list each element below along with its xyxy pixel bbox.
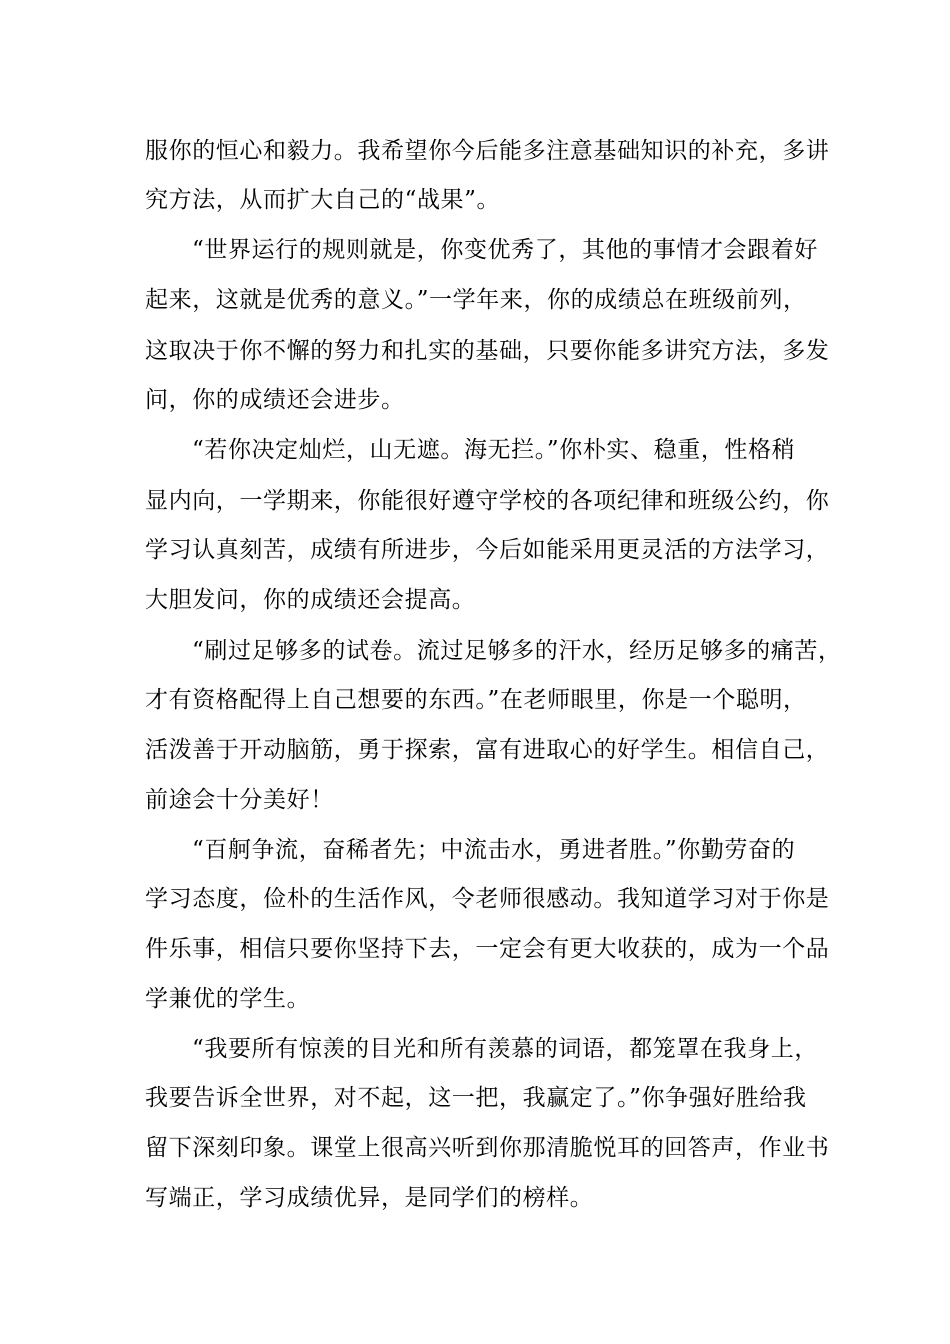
text-line: 活泼善于开动脑筋，勇于探索，富有进取心的好学生。相信自己，	[145, 737, 830, 763]
text-line: 才有资格配得上自己想要的东西。”在老师眼里，你是一个聪明，	[145, 687, 807, 713]
text-line: “百舸争流，奋稀者先；中流击水，勇进者胜。”你勤劳奋的	[192, 837, 796, 863]
text-line: 究方法，从而扩大自己的“战果”。	[145, 187, 501, 213]
text-line: 留下深刻印象。课堂上很高兴听到你那清脆悦耳的回答声，作业书	[145, 1135, 830, 1161]
text-line: 学习认真刻苦，成绩有所进步，今后如能采用更灵活的方法学习，	[145, 537, 830, 563]
text-line: 学习态度，俭朴的生活作风，令老师很感动。我知道学习对于你是	[145, 886, 830, 912]
text-line: “刷过足够多的试卷。流过足够多的汗水，经历足够多的痛苦，	[192, 638, 842, 664]
text-line: 这取决于你不懈的努力和扎实的基础，只要你能多讲究方法，多发	[145, 338, 830, 364]
text-line: “若你决定灿烂，山无遮。海无拦。”你朴实、稳重，性格稍	[192, 437, 796, 463]
text-line: “世界运行的规则就是，你变优秀了，其他的事情才会跟着好	[192, 237, 818, 263]
text-line: “我要所有惊羡的目光和所有羡慕的词语，都笼罩在我身上，	[192, 1036, 818, 1062]
text-line: 学兼优的学生。	[145, 986, 311, 1012]
text-line: 我要告诉全世界，对不起，这一把，我赢定了。”你争强好胜给我	[145, 1085, 807, 1111]
text-line: 起来，这就是优秀的意义。”一学年来，你的成绩总在班级前列，	[145, 287, 807, 313]
text-line: 服你的恒心和毅力。我希望你今后能多注意基础知识的补充，多讲	[145, 138, 830, 164]
text-line: 问，你的成绩还会进步。	[145, 387, 405, 413]
text-line: 显内向，一学期来，你能很好遵守学校的各项纪律和班级公约，你	[145, 488, 830, 514]
text-line: 前途会十分美好！	[145, 787, 334, 813]
text-line: 件乐事，相信只要你坚持下去，一定会有更大收获的，成为一个品	[145, 936, 830, 962]
text-line: 大胆发问，你的成绩还会提高。	[145, 587, 476, 613]
text-line: 写端正，学习成绩优异，是同学们的榜样。	[145, 1185, 594, 1211]
